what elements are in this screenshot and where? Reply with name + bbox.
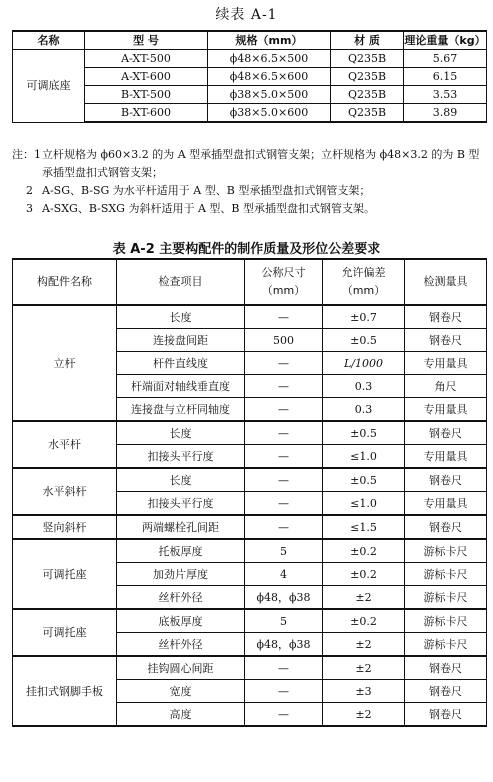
check-item: 扣接头平行度: [117, 445, 245, 469]
tolerance: 0.3: [323, 398, 405, 422]
component-name: 可调托座: [13, 609, 117, 656]
check-item: 丝杆外径: [117, 586, 245, 610]
nominal-size: —: [245, 305, 323, 329]
table1-group-name: 可调底座: [13, 50, 85, 123]
table1-spec: ϕ48×6.5×500: [208, 50, 331, 68]
table1-spec: ϕ48×6.5×600: [208, 68, 331, 86]
tolerance: ±0.2: [323, 563, 405, 586]
measuring-tool: 钢卷尺: [405, 680, 487, 703]
nominal-size: —: [245, 421, 323, 445]
note-item: [12, 200, 486, 218]
table1-model: A-XT-600: [85, 68, 208, 86]
note-label: 注：1: [12, 148, 41, 161]
nominal-size: —: [245, 375, 323, 398]
table1-spec: ϕ38×5.0×500: [208, 86, 331, 104]
nominal-size: 4: [245, 563, 323, 586]
table-row: [13, 468, 487, 492]
note-item: [12, 146, 486, 182]
nominal-size: ϕ48，ϕ38: [245, 633, 323, 657]
check-item: 连接盘与立杆同轴度: [117, 398, 245, 422]
table1-weight: 6.15: [404, 68, 487, 86]
tolerance: ±2: [323, 586, 405, 610]
check-item: 高度: [117, 703, 245, 727]
check-item: 扣接头平行度: [117, 492, 245, 516]
tolerance: ±0.2: [323, 539, 405, 563]
nominal-size: —: [245, 656, 323, 680]
note-number: 2: [26, 184, 33, 197]
measuring-tool: 专用量具: [405, 492, 487, 516]
table2: [12, 258, 487, 727]
table1-title: 续表 A-1: [215, 7, 278, 23]
measuring-tool: 钢卷尺: [405, 305, 487, 329]
check-item: 托板厚度: [117, 539, 245, 563]
table1-header-model: 型 号: [85, 31, 208, 50]
table1-weight: 3.89: [404, 104, 487, 123]
tolerance: ≤1.0: [323, 492, 405, 516]
table1-header-material: 材 质: [331, 31, 404, 50]
table-row: [13, 539, 487, 563]
measuring-tool: 专用量具: [405, 352, 487, 375]
nominal-size: —: [245, 492, 323, 516]
check-item: 连接盘间距: [117, 329, 245, 352]
tolerance: ±0.5: [323, 329, 405, 352]
table1-material: Q235B: [331, 86, 404, 104]
nominal-size: —: [245, 445, 323, 469]
nominal-size: —: [245, 468, 323, 492]
table1-model: A-XT-500: [85, 50, 208, 68]
nominal-size: —: [245, 398, 323, 422]
measuring-tool: 游标卡尺: [405, 586, 487, 610]
measuring-tool: 游标卡尺: [405, 563, 487, 586]
measuring-tool: 钢卷尺: [405, 656, 487, 680]
check-item: 底板厚度: [117, 609, 245, 633]
tolerance: ±2: [323, 633, 405, 657]
table-row: [13, 104, 487, 123]
nominal-size: 500: [245, 329, 323, 352]
table-row: [13, 515, 487, 539]
measuring-tool: 游标卡尺: [405, 539, 487, 563]
table1-header-spec: 规格（mm）: [208, 31, 331, 50]
tolerance: ≤1.0: [323, 445, 405, 469]
tolerance: ±2: [323, 656, 405, 680]
note-number: 3: [26, 202, 33, 215]
nominal-size: —: [245, 352, 323, 375]
table-row: [13, 656, 487, 680]
measuring-tool: 游标卡尺: [405, 633, 487, 657]
table1-header-name: 名称: [13, 31, 85, 50]
table1-material: Q235B: [331, 50, 404, 68]
tolerance: ±3: [323, 680, 405, 703]
table-row: [13, 421, 487, 445]
measuring-tool: 专用量具: [405, 445, 487, 469]
table2-header-tool: 检测量具: [405, 259, 487, 305]
check-item: 挂钩圆心间距: [117, 656, 245, 680]
table-row: [13, 609, 487, 633]
tolerance: ±0.5: [323, 468, 405, 492]
check-item: 长度: [117, 468, 245, 492]
table1-model: B-XT-600: [85, 104, 208, 123]
measuring-tool: 钢卷尺: [405, 329, 487, 352]
measuring-tool: 钢卷尺: [405, 515, 487, 539]
note-text: A-SG、B-SG 为水平杆适用于 A 型、B 型承插型盘扣式钢管支架；: [42, 184, 371, 197]
table-row: [13, 68, 487, 86]
table1: [12, 30, 487, 123]
nominal-size: —: [245, 703, 323, 727]
measuring-tool: 角尺: [405, 375, 487, 398]
table2-header-nominal: 公称尺寸（mm）: [245, 259, 323, 305]
check-item: 宽度: [117, 680, 245, 703]
note-text: A-SXG、B-SXG 为斜杆适用于 A 型、B 型承插型盘扣式钢管支架。: [42, 202, 375, 215]
table1-material: Q235B: [331, 104, 404, 123]
component-name: 水平杆: [13, 421, 117, 468]
notes: [12, 146, 486, 218]
table1-material: Q235B: [331, 68, 404, 86]
table1-weight: 5.67: [404, 50, 487, 68]
measuring-tool: 游标卡尺: [405, 609, 487, 633]
note-item: [12, 182, 486, 200]
table2-header-item: 检查项目: [117, 259, 245, 305]
check-item: 长度: [117, 305, 245, 329]
measuring-tool: 钢卷尺: [405, 703, 487, 727]
tolerance: L/1000: [323, 352, 405, 375]
component-name: 水平斜杆: [13, 468, 117, 515]
check-item: 杆件直线度: [117, 352, 245, 375]
tolerance: 0.3: [323, 375, 405, 398]
check-item: 加劲片厚度: [117, 563, 245, 586]
table2-title: 表 A-2 主要构配件的制作质量及形位公差要求: [112, 242, 381, 257]
table-row: [13, 305, 487, 329]
tolerance: ≤1.5: [323, 515, 405, 539]
component-name: 立杆: [13, 305, 117, 421]
table-row: [13, 86, 487, 104]
component-name: 挂扣式钢脚手板: [13, 656, 117, 726]
tolerance: ±0.5: [323, 421, 405, 445]
nominal-size: —: [245, 680, 323, 703]
note-text: 立杆规格为 ϕ60×3.2 的为 A 型承插型盘扣式钢管支架；立杆规格为 ϕ48×3.2 的为 B 型承插型盘扣式钢管支架；: [42, 148, 480, 179]
nominal-size: 5: [245, 609, 323, 633]
table1-header-row: [13, 31, 487, 50]
check-item: 长度: [117, 421, 245, 445]
measuring-tool: 专用量具: [405, 398, 487, 422]
table1-weight: 3.53: [404, 86, 487, 104]
component-name: 可调托座: [13, 539, 117, 609]
check-item: 杆端面对轴线垂直度: [117, 375, 245, 398]
component-name: 竖向斜杆: [13, 515, 117, 539]
check-item: 丝杆外径: [117, 633, 245, 657]
nominal-size: ϕ48，ϕ38: [245, 586, 323, 610]
table2-header-row: [13, 259, 487, 305]
table2-header-tolerance: 允许偏差（mm）: [323, 259, 405, 305]
measuring-tool: 钢卷尺: [405, 421, 487, 445]
table1-header-weight: 理论重量（kg）: [404, 31, 487, 50]
table-row: [13, 50, 487, 68]
measuring-tool: 钢卷尺: [405, 468, 487, 492]
check-item: 两端螺栓孔间距: [117, 515, 245, 539]
table1-spec: ϕ38×5.0×600: [208, 104, 331, 123]
table1-model: B-XT-500: [85, 86, 208, 104]
nominal-size: 5: [245, 539, 323, 563]
tolerance: ±0.2: [323, 609, 405, 633]
table2-header-name: 构配件名称: [13, 259, 117, 305]
tolerance: ±0.7: [323, 305, 405, 329]
nominal-size: —: [245, 515, 323, 539]
tolerance: ±2: [323, 703, 405, 727]
